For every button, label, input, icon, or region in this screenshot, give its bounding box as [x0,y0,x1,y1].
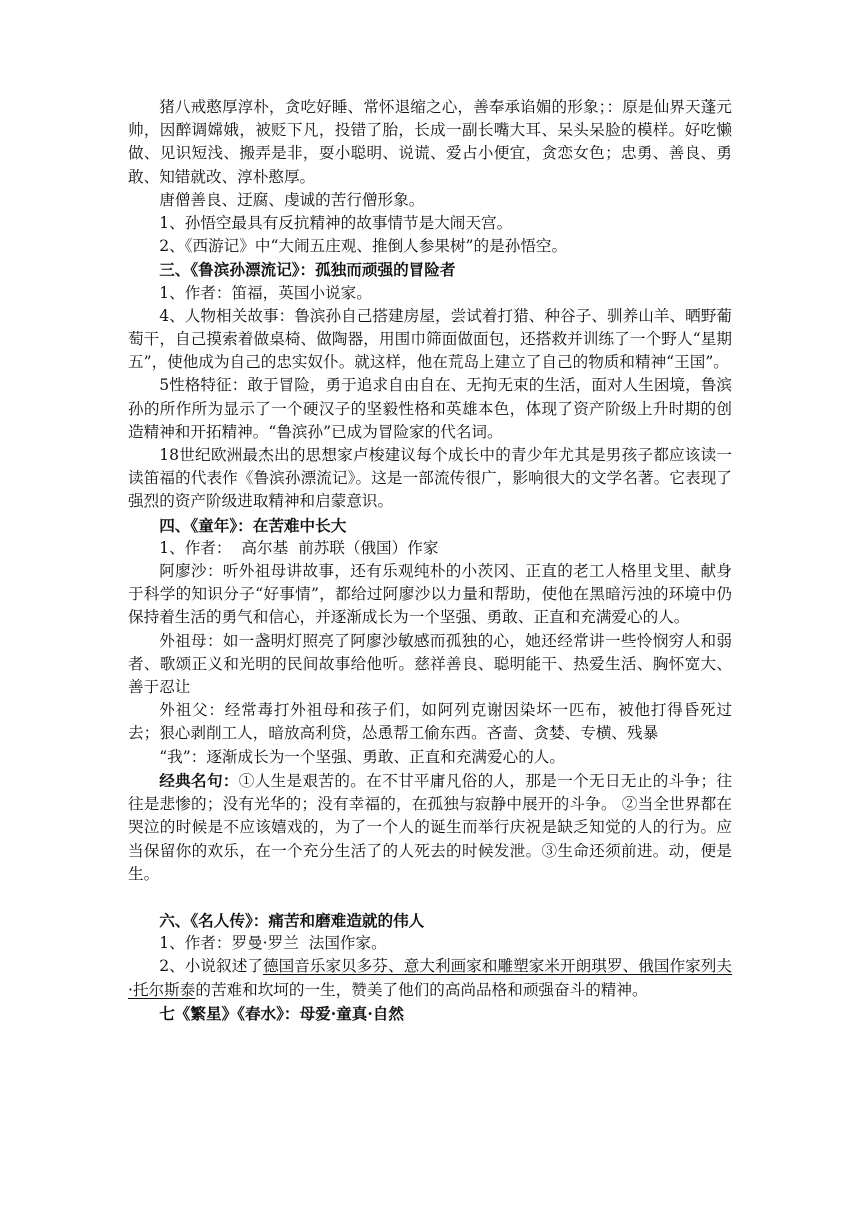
heading-famous-lives: 六、《名人传》：痛苦和磨难造就的伟人 [159,910,425,930]
paragraph-sunwukong-1: 1、孙悟空最具有反抗精神的故事情节是大闹天宫。 [159,214,513,233]
paragraph-grandfather: 外祖父：经常毒打外祖母和孩子们，如阿列克谢因染坏一匹布，被他打得昏死过去；狠心剥削工人，暗放高利贷，怂恿帮工偷东西。吝啬、贪婪、专横、残暴 [128,701,732,743]
paragraph-robinson-story: 4、人物相关故事：鲁滨孙自己搭建房屋，尝试着打猎、种谷子、驯养山羊、晒野葡萄干，自己摸索着做桌椅、做陶器，用围巾筛面做面包，还搭救并训练了一个野人“星期五”，使他成为自己的忠实奴仆。就这样，他在荒岛上建立了自己的物质和精神“王国”。 [128,306,732,372]
document-page [128,96,732,1025]
famous-content-underlined: 德国音乐家贝多芬、意大利画家和雕塑家米开朗琪罗、俄国作家列夫·托尔斯泰 [128,957,732,999]
paragraph-zhubajie: 猪八戒憨厚淳朴，贪吃好睡、常怀退缩之心，善奉承谄媚的形象；：原是仙界天蓬元帅，因醉调嫦娥，被贬下凡，投错了胎，长成一副长嘴大耳、呆头呆脸的模样。好吃懒做、见识短浅、搬弄是非，耍小聪明、说谎、爱占小便宜，贪恋女色；忠勇、善良、勇敢、知错就改、淳朴憨厚。 [128,98,732,186]
paragraph-robinson-rousseau: 18世纪欧洲最杰出的思想家卢梭建议每个成长中的青少年尤其是男孩子都应该读一读笛福的代表作《鲁滨孙漂流记》。这是一部流传很广，影响很大的文学名著。它表现了强烈的资产阶级进取精神和启蒙意识。 [128,446,732,511]
paragraph-famous-author: 1、作者：罗曼·罗兰 法国作家。 [159,934,387,953]
heading-childhood: 四、《童年》：在苦难中长大 [159,515,347,535]
paragraph-robinson-character: 5性格特征：敢于冒险，勇于追求自由自在、无拘无束的生活，面对人生困境，鲁滨孙的所作所为显示了一个硬汉子的坚毅性格和英雄本色，体现了资产阶级上升时期的创造精神和开拓精神。“鲁滨孙”已成为冒险家的代名词。 [128,376,732,441]
heading-robinson: 三、《鲁滨孙漂流记》：孤独而顽强的冒险者 [159,260,456,280]
quotes-text: ①人生是艰苦的。在不甘平庸凡俗的人，那是一个无日无止的斗争；往往是悲惨的；没有光华的；没有幸福的，在孤独与寂静中展开的斗争。 ②当全世界都在哭泣的时候是不应该嬉戏的，为了一个人的诞生而举行庆祝是缺乏知觉的人的行为。应当保留你的欢乐，在一个充分生活了的人死去的时候发泄。③生命还须前进。动，便是生。 [128,771,732,883]
paragraph-famous-content [128,955,732,1001]
paragraph-childhood-author: 1、作者： 高尔基 前苏联（俄国）作家 [159,538,439,557]
paragraph-grandmother: 外祖母：如一盏明灯照亮了阿廖沙敏感而孤独的心，她还经常讲一些怜悯穷人和弱者、歌颂正义和光明的民间故事给他听。慈祥善良、聪明能干、热爱生活、胸怀宽大、善于忍让 [128,631,732,697]
paragraph-sunwukong-2: 2、《西游记》中“大闹五庄观、推倒人参果树”的是孙悟空。 [159,237,568,256]
paragraph-robinson-author: 1、作者：笛福，英国小说家。 [159,283,372,302]
paragraph-me: “我”：逐渐成长为一个坚强、勇敢、正直和充满爱心的人。 [159,747,565,766]
famous-content-end: 的苦难和坎坷的一生，赞美了他们的高尚品格和顽强奋斗的精神。 [195,980,648,999]
heading-stars-spring: 七《繁星》《春水》：母爱·童真·自然 [159,1003,404,1023]
paragraph-tangseng: 唐僧善良、迂腐、虔诚的苦行僧形象。 [159,190,425,209]
quotes-label: 经典名句： [159,770,239,790]
famous-content-start: 2、小说叙述了 [159,957,263,976]
blank-line [128,886,732,909]
paragraph-alyosha: 阿廖沙：听外祖母讲故事，还有乐观纯朴的小茨冈、正直的老工人格里戈里、献身于科学的知识分子“好事情”，都给过阿廖沙以力量和帮助，使他在黑暗污浊的环境中仍保持着生活的勇气和信心，并逐渐成长为一个坚强、勇敢、正直和充满爱心的人。 [128,562,732,627]
paragraph-quotes [128,769,732,886]
